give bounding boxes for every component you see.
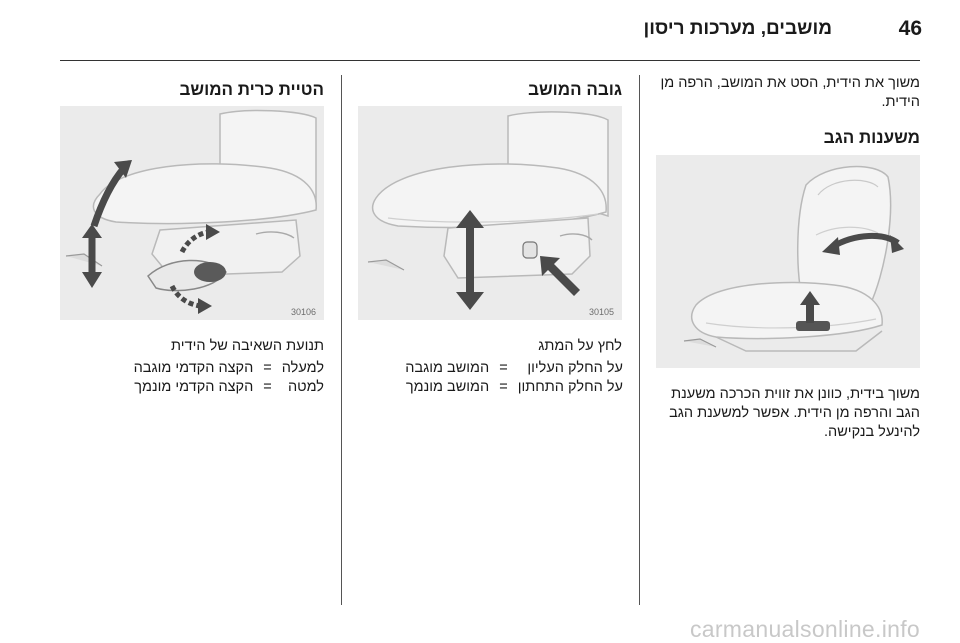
definition-value: המושב מוגבה <box>405 360 490 376</box>
cushion-tilt-instruction: תנועת השאיבה של הידית <box>171 338 324 354</box>
definition-row <box>124 378 324 397</box>
page-title: מושבים, מערכות ריסון <box>643 18 832 39</box>
cushion-tilt-heading: הטיית כרית המושב <box>179 80 324 99</box>
tilt-arrow-head-down-icon <box>82 272 102 288</box>
height-switch <box>523 242 537 258</box>
cushion-tilt-definitions <box>124 359 324 397</box>
page-number: 46 <box>898 17 922 40</box>
definition-row <box>395 359 623 378</box>
backrest-body-text: משוך בידית, כוונן את זווית הכרכה משענת הגב והרפה מן הידית. אפשר למשענת הגב להינעל בנקישה. <box>669 386 920 440</box>
cushion-tilt-figure <box>60 106 324 320</box>
pump-lever-knob <box>194 262 226 282</box>
backrest-figure <box>656 155 920 368</box>
cushion-tilt-illustration <box>60 106 324 320</box>
definition-term: למעלה <box>281 360 324 376</box>
definition-equals: = <box>263 379 272 395</box>
watermark: carmanualsonline.info <box>689 616 920 642</box>
definition-equals: = <box>263 360 272 376</box>
definition-value: המושב מונמך <box>405 379 490 395</box>
seat-height-heading: גובה המושב <box>528 80 622 99</box>
intro-text: משוך את הידית, הסט את המושב, הרפה מן הידית. <box>660 75 920 110</box>
definition-value: הקצה הקדמי מוגבה <box>133 360 254 376</box>
definition-equals: = <box>499 360 508 376</box>
column-divider-right <box>639 75 640 605</box>
figure-number: 30105 <box>588 307 614 317</box>
backrest-body <box>655 385 920 442</box>
arrow-head-right-icon <box>890 235 904 253</box>
right-column-intro <box>655 74 920 112</box>
figure-number: 30106 <box>290 307 316 317</box>
seat-height-instruction: לחץ על המתג <box>538 338 622 354</box>
definition-row <box>395 378 623 397</box>
header-divider <box>60 60 920 61</box>
seat-height-illustration <box>358 106 622 320</box>
seat-height-definitions <box>395 359 623 397</box>
definition-term: על החלק העליון <box>527 360 623 376</box>
backrest-seat-illustration <box>656 155 920 368</box>
definition-value: הקצה הקדמי מונמך <box>134 379 254 395</box>
definition-term: למטה <box>287 379 324 395</box>
definition-term: על החלק התחתון <box>517 379 623 395</box>
definition-row <box>124 359 324 378</box>
definition-equals: = <box>499 379 508 395</box>
column-divider-left <box>341 75 342 605</box>
seat-height-figure <box>358 106 622 320</box>
backrest-heading: משענות הגב <box>823 128 920 147</box>
